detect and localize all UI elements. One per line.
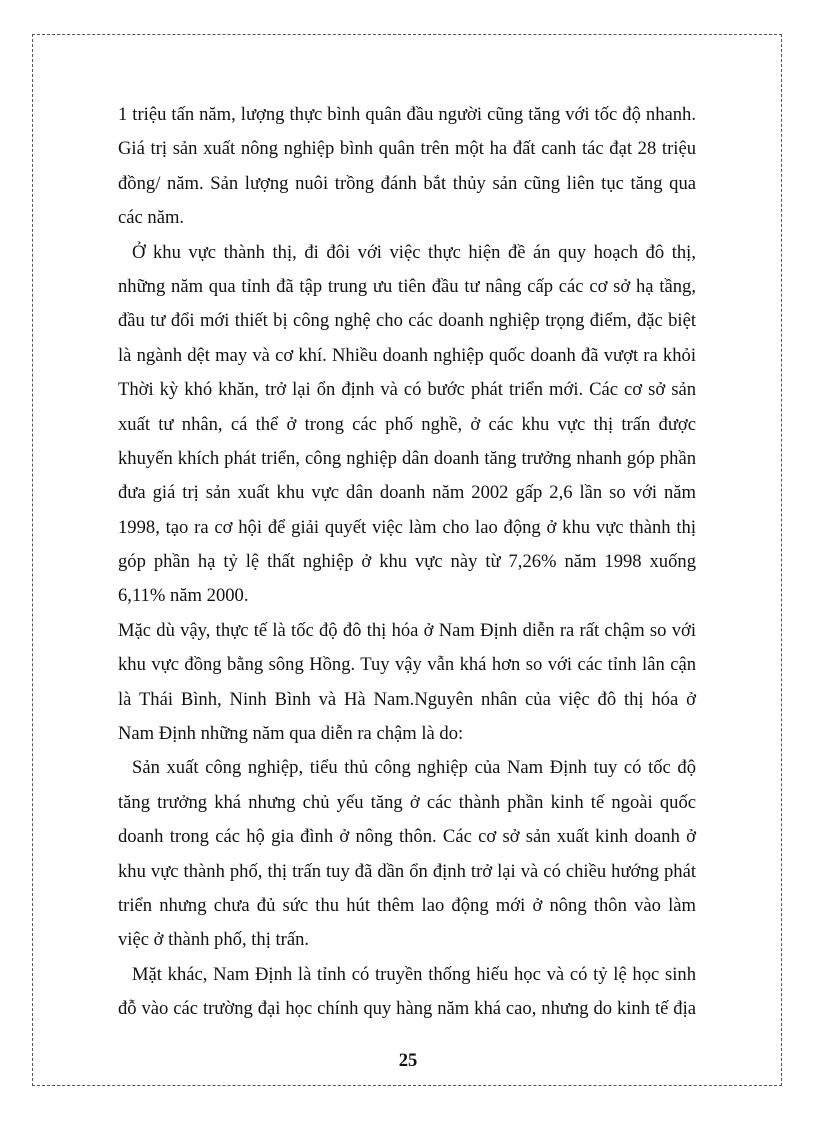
text-line: là ngành dệt may và cơ khí. Nhiều doanh nghiệp quốc doanh đã vượt ra khỏi [118,344,696,366]
text-line: xuất tư nhân, cá thể ở trong các phố nghề, ở các khu vực thị trấn được [118,413,696,435]
text-line: các năm. [118,207,185,229]
text-line: đưa giá trị sản xuất khu vực dân doanh năm 2002 gấp 2,6 lần so với năm [118,482,696,504]
text-line: triển nhưng chưa đủ sức thu hút thêm lao động mới ở nông thôn vào làm [118,894,696,916]
text-line: những năm qua tỉnh đã tập trung ưu tiên đầu tư nâng cấp các cơ sở hạ tầng, [118,275,696,297]
text-line: Thời kỳ khó khăn, trở lại ổn định và có bước phát triển mới. Các cơ sở sản [118,379,696,401]
text-line: đồng/ năm. Sản lượng nuôi trồng đánh bắt thủy sản cũng liên tục tăng qua [118,172,696,194]
text-line: Nam Định những năm qua diễn ra chậm là do: [118,723,464,745]
text-line: đỗ vào các trường đại học chính quy hàng năm khá cao, nhưng do kinh tế địa [118,998,696,1020]
text-line: 1 triệu tấn năm, lượng thực bình quân đầu người cũng tăng với tốc độ nhanh. [118,104,696,125]
paragraph [118,751,696,957]
text-line: khuyến khích phát triển, công nghiệp dân doanh tăng trưởng nhanh góp phần [118,447,696,469]
text-line: đầu tư đổi mới thiết bị công nghệ cho các doanh nghiệp trọng điểm, đặc biệt [118,310,696,332]
text-line: Giá trị sản xuất nông nghiệp bình quân trên một ha đất canh tác đạt 28 triệu [118,138,696,160]
text-line: khu vực đồng bằng sông Hồng. Tuy vậy vẫn khá hơn so với các tỉnh lân cận [118,654,696,676]
page-number: 25 [398,1050,418,1071]
text-line: tăng trưởng khá nhưng chủ yếu tăng ở các thành phần kinh tế ngoài quốc [118,791,696,813]
paragraph [118,236,696,614]
text-line: 1998, tạo ra cơ hội để giải quyết việc làm cho lao động ở khu vực thành thị [118,516,696,538]
document-body [118,98,696,1027]
paragraph [118,614,696,752]
text-line: Mặc dù vậy, thực tế là tốc độ đô thị hóa ở Nam Định diễn ra rất chậm so với [118,619,696,641]
text-line: Ở khu vực thành thị, đi đôi với việc thực hiện đề án quy hoạch đô thị, [132,241,696,263]
text-line: doanh trong các hộ gia đình ở nông thôn. Các cơ sở sản xuất kinh doanh ở [118,826,696,848]
paragraph [118,958,696,1027]
text-line: Sản xuất công nghiệp, tiểu thủ công nghiệp của Nam Định tuy có tốc độ [132,757,696,779]
paragraph [118,98,696,236]
text-line: Mặt khác, Nam Định là tỉnh có truyền thống hiếu học và có tỷ lệ học sinh [132,963,696,985]
text-line: khu vực thành phố, thị trấn tuy đã dần ổn định trở lại và có chiều hướng phát [118,860,696,882]
text-line: việc ở thành phố, thị trấn. [118,929,310,951]
text-line: 6,11% năm 2000. [118,585,249,607]
text-line: là Thái Bình, Ninh Bình và Hà Nam.Nguyên nhân của việc đô thị hóa ở [118,688,696,710]
text-line: góp phần hạ tỷ lệ thất nghiệp ở khu vực này từ 7,26% năm 1998 xuống [118,551,696,573]
